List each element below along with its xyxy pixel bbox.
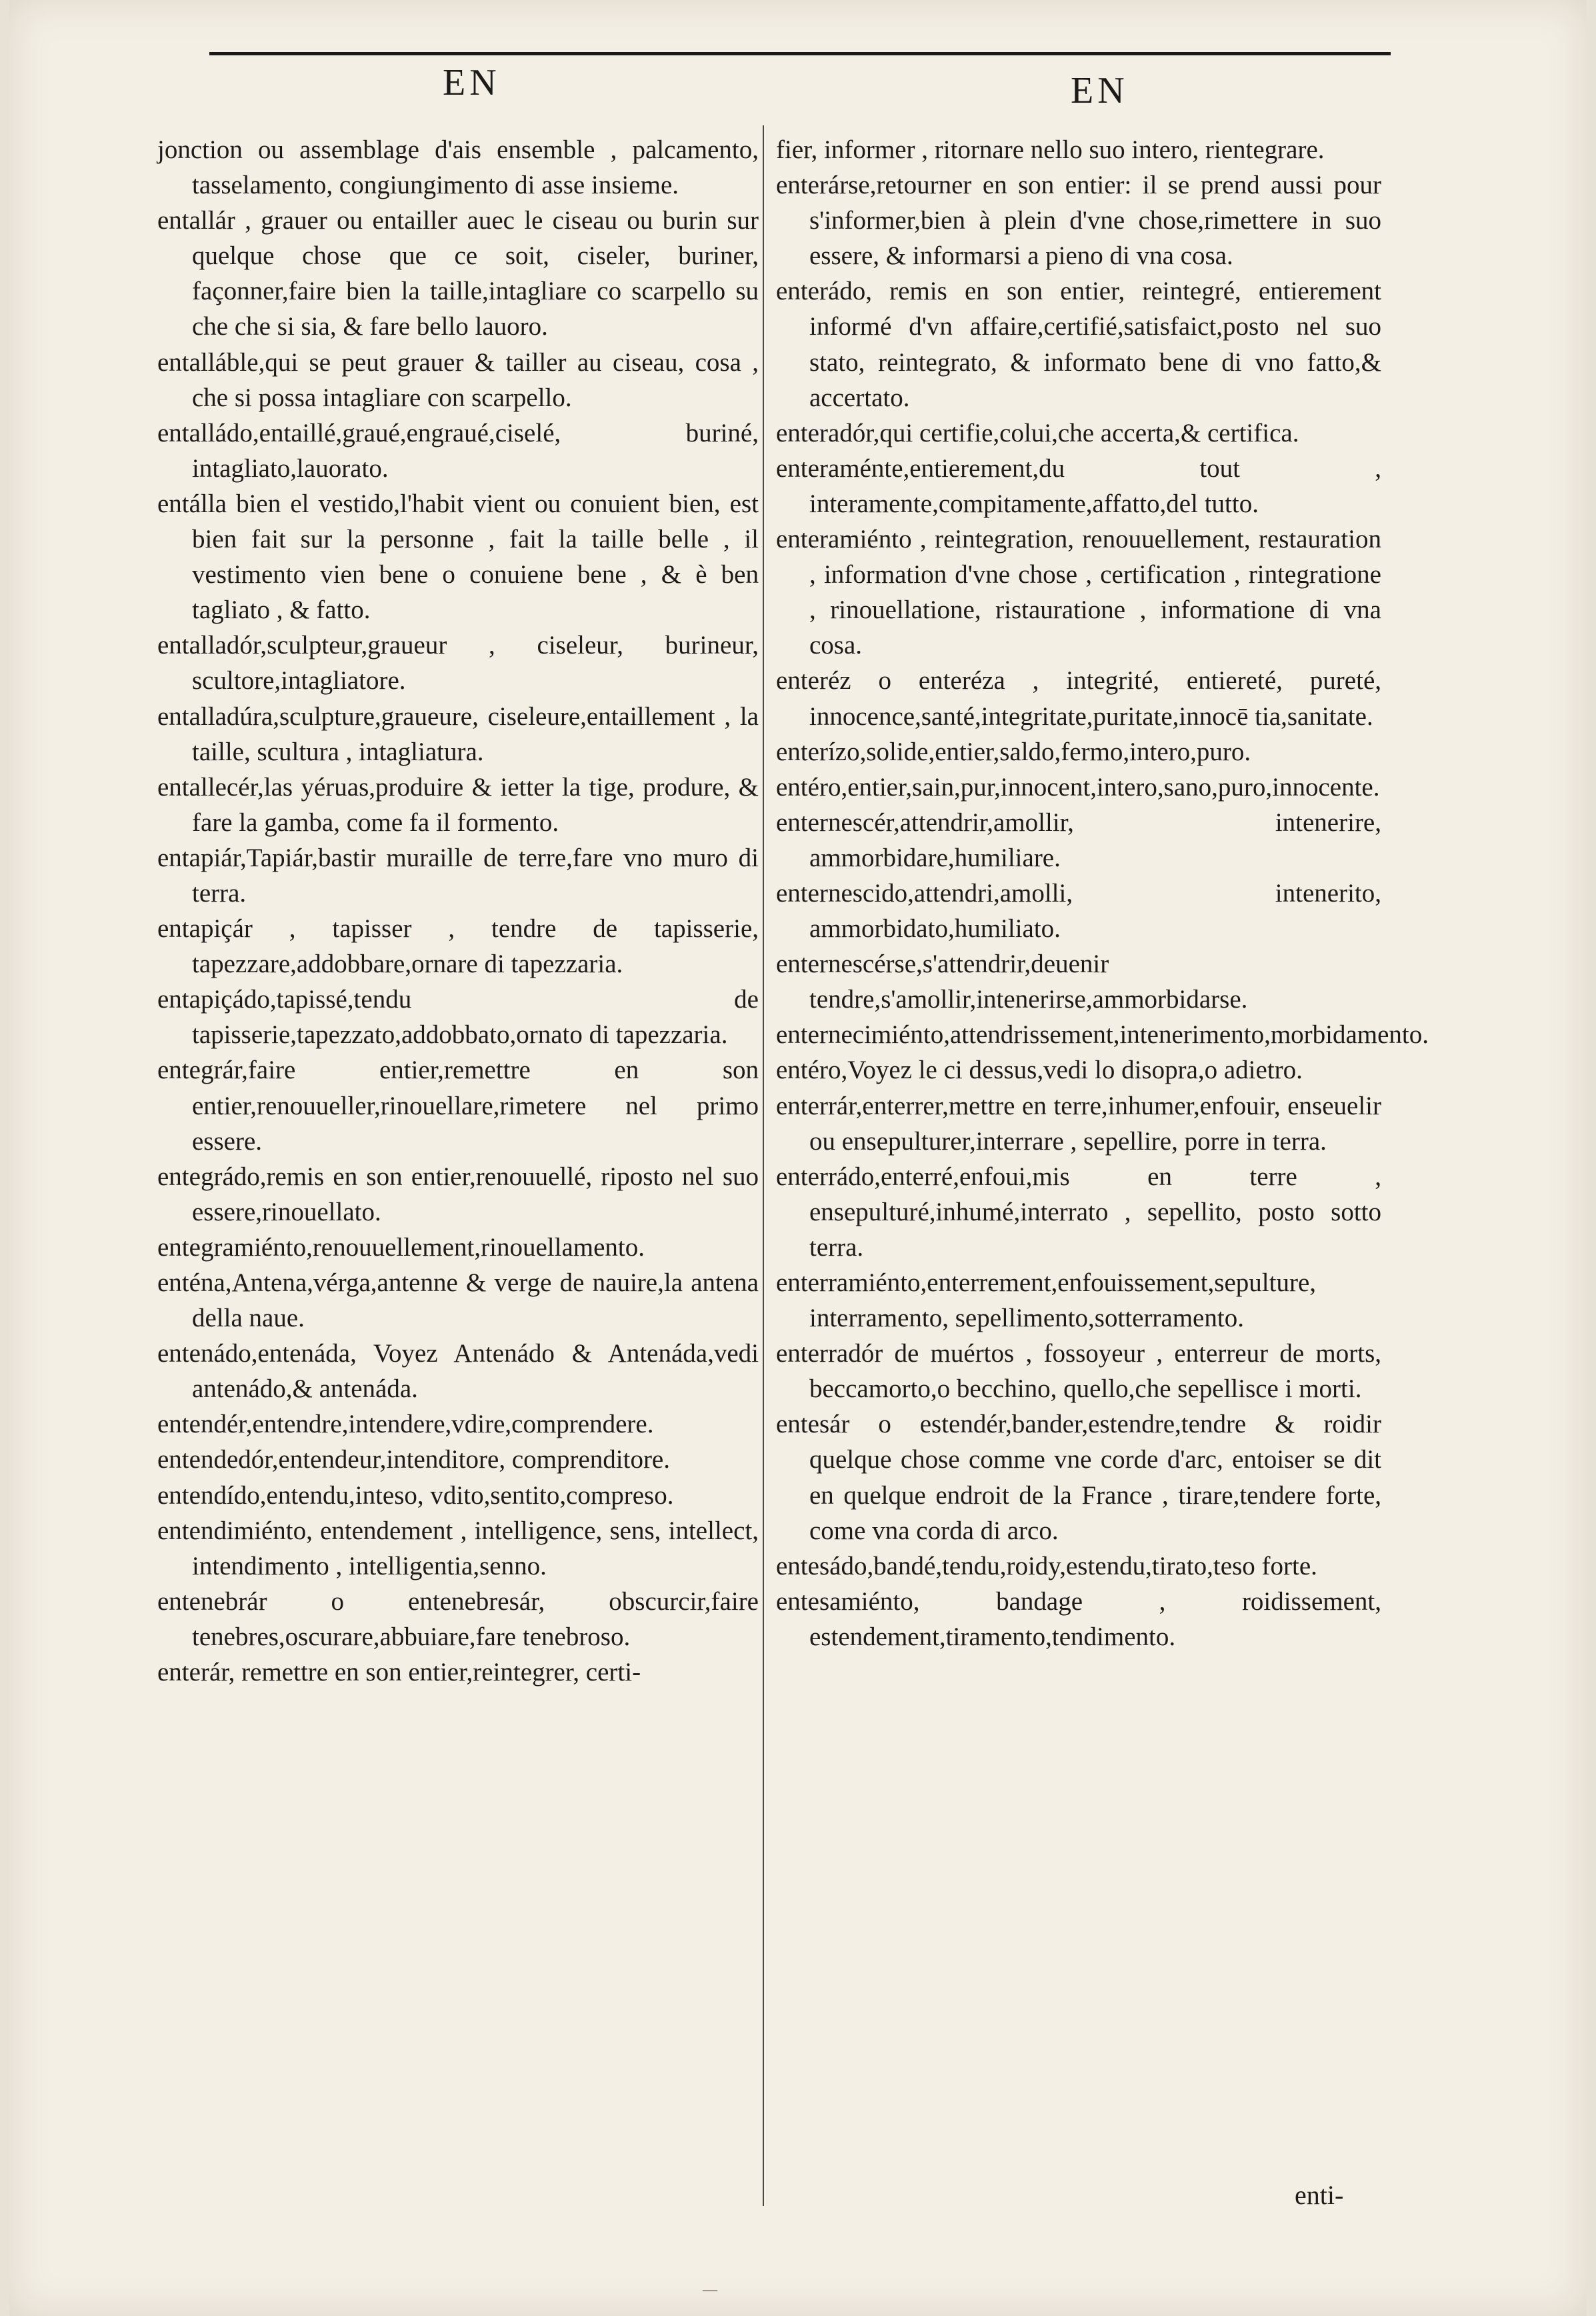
dictionary-entry: entegramiénto,renouuellement,rinouellamento. bbox=[157, 1232, 645, 1262]
dictionary-entry: entesamiénto, bandage , roidissement, estendement,tiramento,tendimento. bbox=[776, 1586, 1381, 1651]
dictionary-entry: enteramiénto , reintegration, renouuellement, restauration , information d'vne chose , certification , rintegratione , rinouellatione, ristauratione , informatione di vna cosa. bbox=[776, 525, 1381, 660]
running-head-right: EN bbox=[1071, 70, 1129, 111]
dictionary-entry: jonction ou assemblage d'ais ensemble , palcamento, tasselamento, congiungimento di asse insieme. bbox=[157, 135, 759, 200]
dictionary-entry: enteréz o enteréza , integrité, entiereté, pureté, innocence,santé,integritate,puritate,innocē tia,sanitate. bbox=[776, 666, 1381, 731]
dictionary-entry: enternescido,attendri,amolli, intenerito, ammorbidato,humiliato. bbox=[776, 878, 1381, 944]
dictionary-entry: entapiár,Tapiár,bastir muraille de terre,fare vno muro di terra. bbox=[157, 843, 759, 908]
dictionary-entry: enterrádo,enterré,enfoui,mis en terre , ensepulturé,inhumé,interrato , sepellito, posto sotto terra. bbox=[776, 1162, 1381, 1262]
dictionary-entry: entendér,entendre,intendere,vdire,comprendere. bbox=[157, 1410, 654, 1439]
dictionary-entry: entallár , grauer ou entailler auec le ciseau ou burin sur quelque chose que ce soit, ciseler, buriner, façonner,faire bien la taille,intagliare co scarpello su che che si sia, & fare bello lauoro. bbox=[157, 206, 759, 341]
dictionary-entry: enterízo,solide,entier,saldo,fermo,intero,puro. bbox=[776, 737, 1251, 766]
header-rule bbox=[209, 52, 1391, 55]
dictionary-entry: entalládo,entaillé,graué,engraué,ciselé, buriné, intagliato,lauorato. bbox=[157, 418, 759, 483]
dictionary-entry: entallecér,las yéruas,produire & ietter la tige, produre, & fare la gamba, come fa il formento. bbox=[157, 772, 759, 837]
running-head-left: EN bbox=[443, 62, 501, 103]
dictionary-entry: enternescér,attendrir,amollir, intenerire, ammorbidare,humiliare. bbox=[776, 808, 1381, 872]
page-bottom-mark: — bbox=[703, 2281, 717, 2297]
dictionary-entry: enternecimiénto,attendrissement,intenerimento,morbidamento. bbox=[776, 1020, 1429, 1050]
dictionary-entry: enteraménte,entierement,du tout , interamente,compitamente,affatto,del tutto. bbox=[776, 453, 1381, 518]
left-column bbox=[157, 132, 759, 1690]
dictionary-entry: entegrár,faire entier,remettre en son entier,renouueller,rinouellare,rimetere nel primo essere. bbox=[157, 1056, 759, 1156]
dictionary-entry: entendedór,entendeur,intenditore, comprenditore. bbox=[157, 1445, 670, 1474]
dictionary-entry: entálla bien el vestido,l'habit vient ou conuient bien, est bien fait sur la personne , fait la taille belle , il vestimento vien bene o conuiene bene , & è ben tagliato , & fatto. bbox=[157, 489, 759, 625]
dictionary-entry: enténa,Antena,vérga,antenne & verge de nauire,la antena della naue. bbox=[157, 1268, 759, 1333]
dictionary-entry: entendído,entendu,inteso, vdito,sentito,compreso. bbox=[157, 1480, 674, 1510]
dictionary-entry: entendimiénto, entendement , intelligence, sens, intellect, intendimento , intelligentia,senno. bbox=[157, 1516, 759, 1580]
dictionary-entry: entalladúra,sculpture,graueure, ciseleure,entaillement , la taille, scultura , intagliatura. bbox=[157, 702, 759, 766]
dictionary-entry: enteradór,qui certifie,colui,che accerta,& certifica. bbox=[776, 418, 1299, 447]
dictionary-entry: entéro,entier,sain,pur,innocent,intero,sano,puro,innocente. bbox=[776, 772, 1380, 802]
dictionary-entry: enterádo, remis en son entier, reintegré, entierement informé d'vn affaire,certifié,satisfaict,posto nel suo stato, reintegrato, & informato bene di vno fatto,& accertato. bbox=[776, 277, 1381, 412]
dictionary-entry: enterárse,retourner en son entier: il se prend aussi pour s'informer,bien à plein d'vne chose,rimettere in suo essere, & informarsi a pieno di vna cosa. bbox=[776, 171, 1381, 271]
dictionary-entry: enterár, remettre en son entier,reintegrer, certi- bbox=[157, 1658, 641, 1687]
dictionary-entry: entapiçár , tapisser , tendre de tapisserie, tapezzare,addobbare,ornare di tapezzaria. bbox=[157, 914, 759, 979]
dictionary-entry: entegrádo,remis en son entier,renouuellé, riposto nel suo essere,rinouellato. bbox=[157, 1162, 759, 1226]
dictionary-entry: enterrár,enterrer,mettre en terre,inhumer,enfouir, enseuelir ou ensepulturer,interrare , sepellire, porre in terra. bbox=[776, 1091, 1381, 1156]
dictionary-entry: entalláble,qui se peut grauer & tailler au ciseau, cosa , che si possa intagliare con scarpello. bbox=[157, 347, 759, 412]
column-divider bbox=[763, 125, 764, 2206]
dictionary-entry: entapiçádo,tapissé,tendu de tapisserie,tapezzato,addobbato,ornato di tapezzaria. bbox=[157, 985, 759, 1050]
dictionary-page bbox=[9, 0, 1587, 2316]
dictionary-entry: entesádo,bandé,tendu,roidy,estendu,tirato,teso forte. bbox=[776, 1551, 1317, 1580]
dictionary-entry: entéro,Voyez le ci dessus,vedi lo disopra,o adietro. bbox=[776, 1056, 1303, 1085]
dictionary-entry: entesár o estendér,bander,estendre,tendre & roidir quelque chose comme vne corde d'arc, entoiser se dit en quelque endroit de la France , tirare,tendere forte, come vna corda di arco. bbox=[776, 1410, 1381, 1545]
dictionary-entry: enterradór de muértos , fossoyeur , enterreur de morts, beccamorto,o becchino, quello,che sepellisce i morti. bbox=[776, 1339, 1381, 1404]
right-column bbox=[776, 132, 1429, 1654]
dictionary-entry: entalladór,sculpteur,graueur , ciseleur, burineur, scultore,intagliatore. bbox=[157, 631, 759, 696]
dictionary-entry: fier, informer , ritornare nello suo intero, rientegrare. bbox=[776, 135, 1325, 164]
catchword: enti- bbox=[1295, 2180, 1344, 2210]
dictionary-entry: entenebrár o entenebresár, obscurcir,faire tenebres,oscurare,abbuiare,fare tenebroso. bbox=[157, 1586, 759, 1651]
dictionary-entry: entenádo,entenáda, Voyez Antenádo & Antenáda,vedi antenádo,& antenáda. bbox=[157, 1339, 759, 1404]
dictionary-entry: enternescérse,s'attendrir,deuenir tendre,s'amollir,intenerirse,ammorbidarse. bbox=[776, 950, 1248, 1014]
dictionary-entry: enterramiénto,enterrement,enfouissement,sepulture, interramento, sepellimento,sotterramento. bbox=[776, 1268, 1317, 1333]
